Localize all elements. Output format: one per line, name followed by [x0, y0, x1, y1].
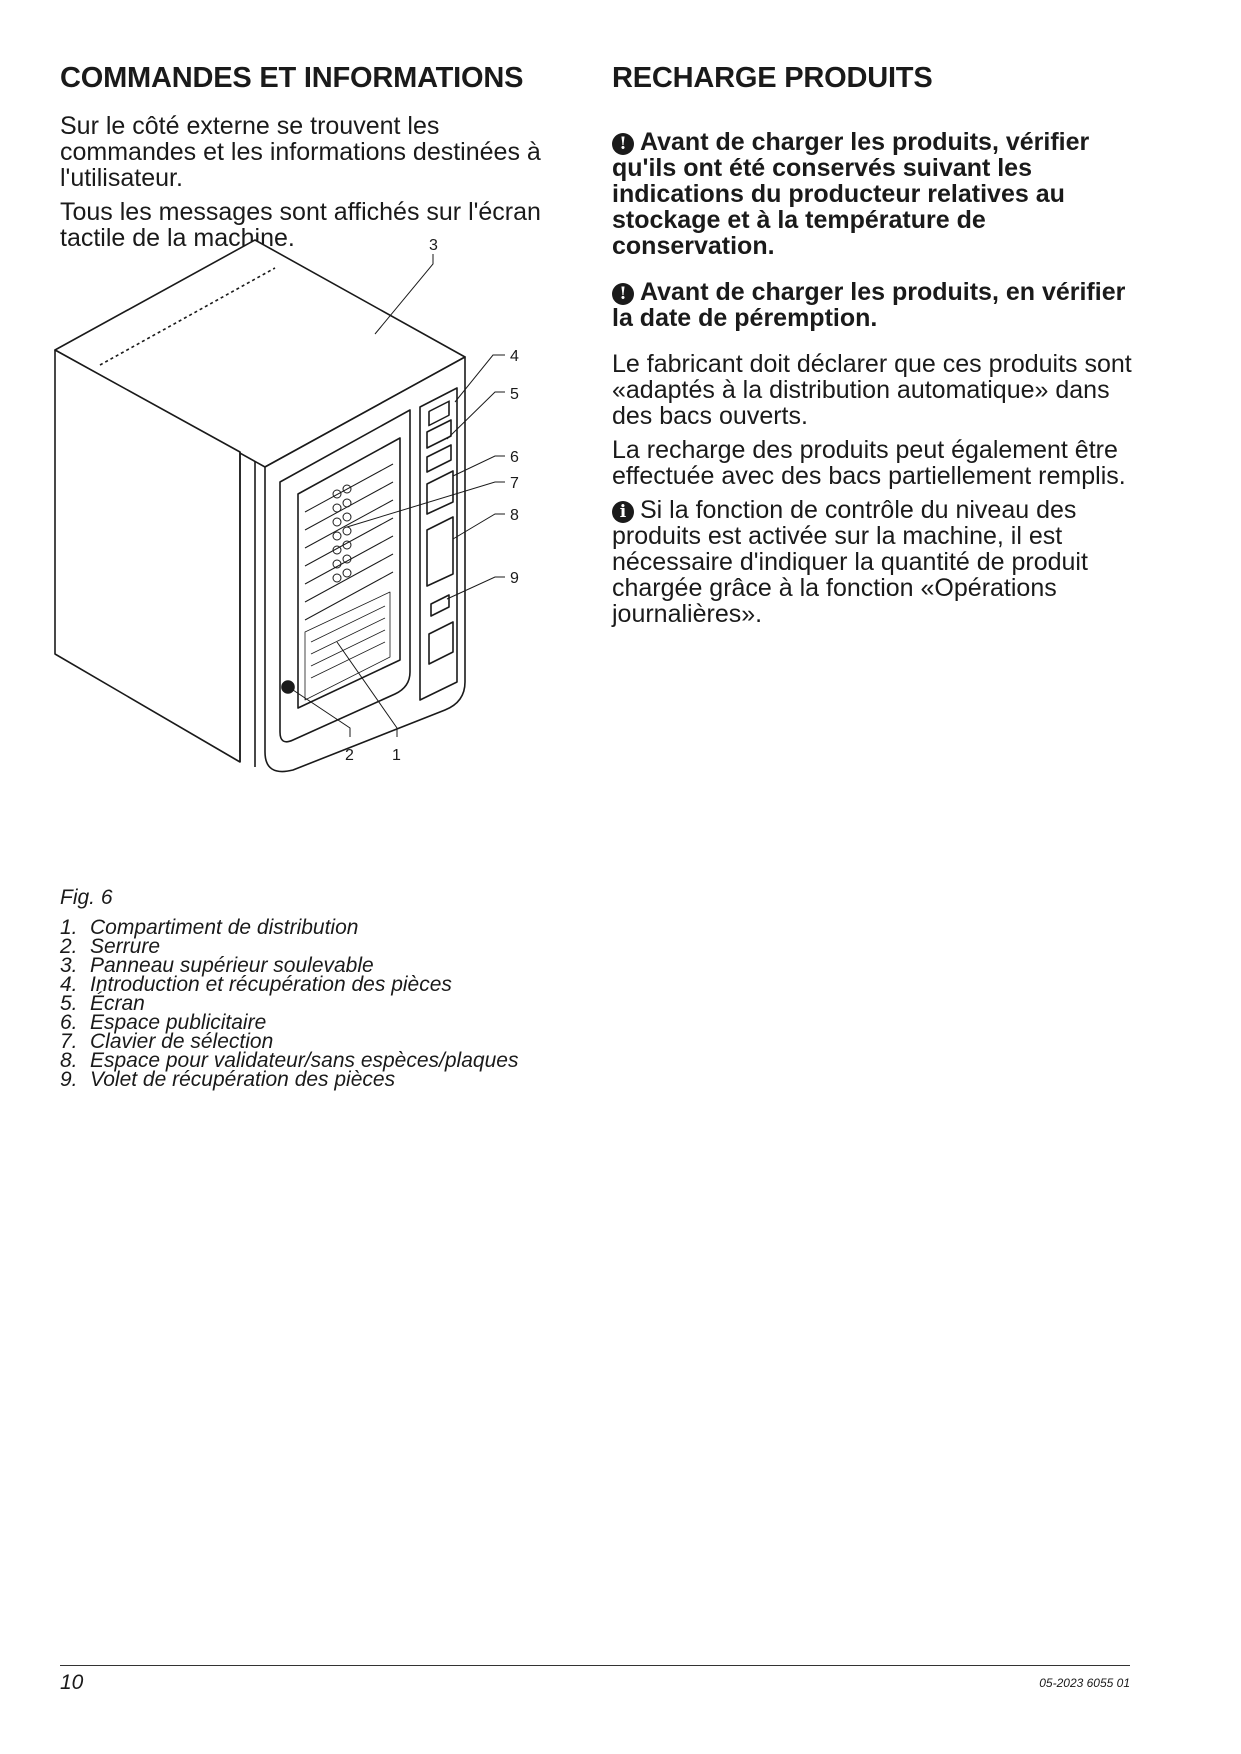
exclamation-circle-icon: ! — [612, 283, 634, 305]
figure-legend — [60, 918, 518, 1089]
callout-5: 5 — [510, 386, 519, 403]
legend-item: 2. Serrure — [60, 935, 161, 958]
legend-item: 6. Espace publicitaire — [60, 1011, 267, 1034]
callout-4: 4 — [510, 348, 519, 365]
figure-caption: Fig. 6 — [60, 886, 113, 909]
callout-2: 2 — [345, 747, 354, 764]
info-level-control: i Si la fonction de contrôle du niveau des produits est activée sur la machine, il est nécessaire d'indiquer la quantité de produit chargée grâce à la fonction «Opérations journalières». — [612, 496, 1088, 628]
vending-machine-figure — [55, 237, 595, 872]
callout-3: 3 — [429, 237, 438, 254]
footer-divider — [60, 1665, 1130, 1666]
right-column — [612, 62, 1152, 635]
callout-7: 7 — [510, 475, 519, 492]
callout-1: 1 — [392, 747, 401, 764]
document-code: 05-2023 6055 01 — [1039, 1676, 1130, 1690]
legend-item: 7. Clavier de sélection — [60, 1030, 274, 1053]
info-circle-icon: i — [612, 501, 634, 523]
legend-item: 5. Écran — [60, 992, 145, 1015]
callout-6: 6 — [510, 449, 519, 466]
intro-paragraph: Sur le côté externe se trouvent les commandes et les informations destinées à l'utilisateur. — [60, 112, 541, 192]
legend-item: 1. Compartiment de distribution — [60, 916, 359, 939]
warning-expiry: ! Avant de charger les produits, en vérifier la date de péremption. — [612, 278, 1126, 332]
section-heading-recharge: RECHARGE PRODUITS — [612, 62, 933, 94]
lock-shape — [282, 681, 294, 693]
legend-item: 9. Volet de récupération des pièces — [60, 1068, 396, 1091]
left-column — [60, 62, 580, 259]
partial-refill-paragraph: La recharge des produits peut également être effectuée avec des bacs partiellement remplis. — [612, 436, 1126, 490]
legend-item: 4. Introduction et récupération des pièces — [60, 973, 452, 996]
vending-machine-illustration — [55, 237, 595, 872]
legend-item: 3. Panneau supérieur soulevable — [60, 954, 374, 977]
messages-paragraph: Tous les messages sont affichés sur l'écran tactile de la machine. — [60, 198, 541, 252]
exclamation-circle-icon: ! — [612, 133, 634, 155]
callout-8: 8 — [510, 507, 519, 524]
callout-9: 9 — [510, 570, 519, 587]
page-number: 10 — [60, 1671, 84, 1694]
manufacturer-paragraph: Le fabricant doit déclarer que ces produits sont «adaptés à la distribution automatique» dans des bacs ouverts. — [612, 350, 1132, 430]
legend-item: 8. Espace pour validateur/sans espèces/plaques — [60, 1049, 519, 1072]
section-heading-commands: COMMANDES ET INFORMATIONS — [60, 62, 524, 94]
warning-storage: ! Avant de charger les produits, vérifier qu'ils ont été conservés suivant les indications du producteur relatives au stockage et à la température de conservation. — [612, 128, 1090, 260]
